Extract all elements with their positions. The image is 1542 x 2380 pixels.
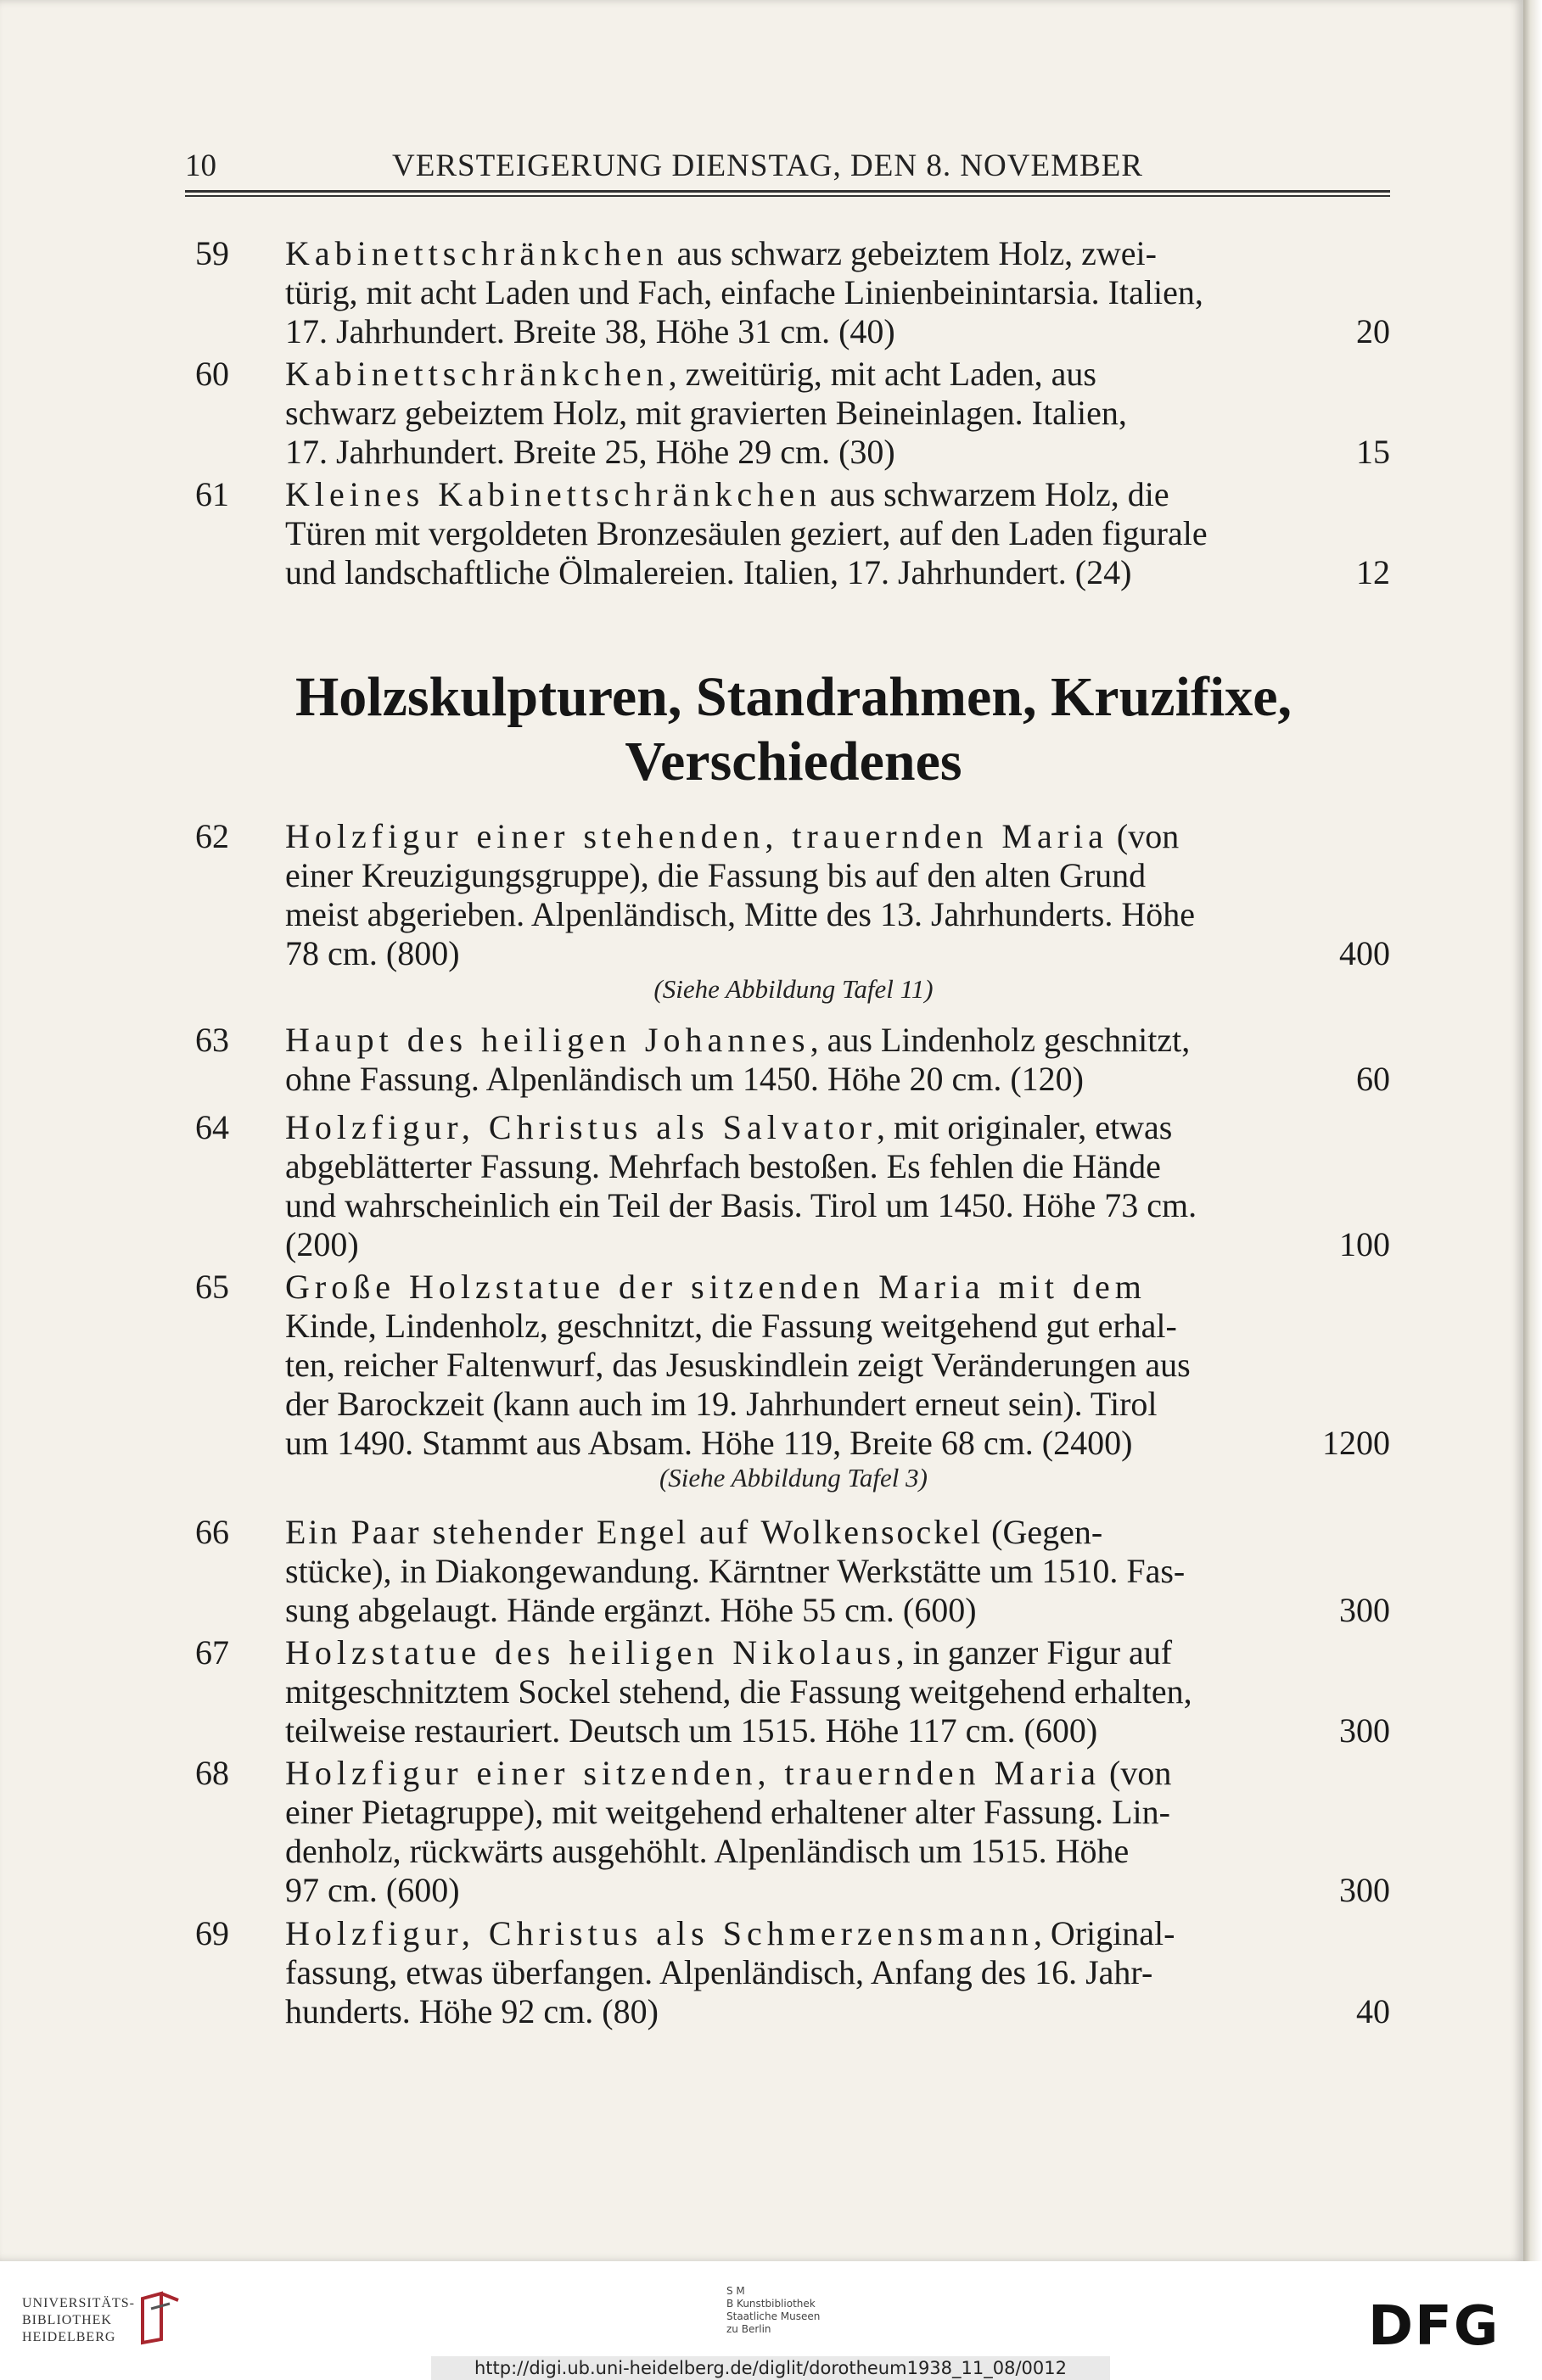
lot-text: [285, 475, 1390, 592]
library-mark-icon: [136, 2290, 183, 2346]
lot-line-text: teilweise restauriert. Deutsch um 1515. Höhe 117 cm. (600): [285, 1711, 1098, 1750]
sm-line: zu Berlin: [726, 2323, 771, 2335]
lot-line: [285, 934, 1390, 973]
section-heading: [195, 665, 1392, 794]
figure-reference: (Siehe Abbildung Tafel 3): [659, 1463, 928, 1492]
lot-lead: Holzfigur, Christus als Salvator: [285, 1108, 877, 1146]
lot-line: [285, 433, 1390, 472]
lot-line-text: (von: [1101, 1754, 1172, 1792]
lot-lead: Holzstatue des heiligen Nikolaus: [285, 1633, 896, 1672]
lot-line: [285, 1225, 1390, 1264]
lot-line-text: 97 cm. (600): [285, 1871, 460, 1909]
lot-line: [285, 1914, 1390, 1953]
lot-price: 300: [1339, 1871, 1390, 1909]
lot-line-text: und landschaftliche Ölmalereien. Italien, 17. Jahrhundert. (24): [285, 553, 1132, 591]
lot-line-text: sung abgelaugt. Hände ergänzt. Höhe 55 cm. (600): [285, 1591, 977, 1629]
lot-line-text: um 1490. Stammt aus Absam. Höhe 119, Breite 68 cm. (2400): [285, 1424, 1133, 1462]
lot-line: [285, 475, 1390, 514]
lot-line: mitgeschnitztem Sockel stehend, die Fassung weitgehend erhalten,: [285, 1672, 1192, 1711]
lot-line: Türen mit vergoldeten Bronzesäulen geziert, auf den Laden figurale: [285, 514, 1208, 552]
lot-number: 66: [195, 1513, 229, 1551]
dfg-logo: DFG: [1368, 2295, 1500, 2358]
lot-number: 60: [195, 355, 229, 393]
lot-price: 60: [1356, 1060, 1390, 1098]
lot-lead: Holzfigur, Christus als Schmerzensmann: [285, 1914, 1034, 1952]
lot-line: fassung, etwas überfangen. Alpenländisch, Anfang des 16. Jahr-: [285, 1953, 1153, 1991]
page-number: 10: [185, 148, 216, 183]
lot-line: abgeblätterter Fassung. Mehrfach bestoßen. Es fehlen die Hände: [285, 1147, 1161, 1185]
header-rule-top: [185, 190, 1390, 193]
lot-line-text: , aus Lindenholz geschnitzt,: [810, 1021, 1191, 1059]
lot-line: [285, 312, 1390, 351]
sm-line: B Kunstbibliothek: [726, 2298, 816, 2310]
page-edge-shadow: [1523, 0, 1542, 2261]
lot-number: 62: [195, 817, 229, 855]
lot-line: der Barockzeit (kann auch im 19. Jahrhundert erneut sein). Tirol: [285, 1385, 1158, 1423]
lot-line: [285, 553, 1390, 592]
figure-reference: (Siehe Abbildung Tafel 11): [653, 974, 934, 1004]
lot-line-text: , mit originaler, etwas: [877, 1108, 1173, 1146]
lot-text: [285, 1513, 1390, 1630]
lot-line-text: hunderts. Höhe 92 cm. (80): [285, 1992, 659, 2030]
lot-line: ten, reicher Faltenwurf, das Jesuskindlein zeigt Veränderungen aus: [285, 1346, 1191, 1384]
lot-text: [285, 1108, 1390, 1264]
lot-line: [285, 355, 1390, 394]
lot-line: [285, 1871, 1390, 1910]
lot-number: 67: [195, 1633, 229, 1672]
library-name-line: UNIVERSITÄTS-: [22, 2296, 135, 2310]
lot-price: 15: [1356, 433, 1390, 471]
lot-number: 68: [195, 1754, 229, 1792]
lot-lead: Kleines Kabinettschränkchen: [285, 475, 821, 513]
page-header-title: VERSTEIGERUNG DIENSTAG, DEN 8. NOVEMBER: [392, 148, 1143, 183]
viewer-footer: [0, 2261, 1542, 2380]
lot-line: türig, mit acht Laden und Fach, einfache Linienbeinintarsia. Italien,: [285, 273, 1203, 311]
lot-text: [285, 1754, 1390, 1910]
permalink-url[interactable]: http://digi.ub.uni-heidelberg.de/diglit/dorotheum1938_11_08/0012: [431, 2356, 1110, 2380]
lot-number: 65: [195, 1268, 229, 1306]
lot-text: [285, 234, 1390, 351]
sm-line: S M: [726, 2285, 745, 2297]
lot-text: [285, 1021, 1390, 1099]
lot-line: [285, 1021, 1390, 1060]
lot-price: 12: [1356, 553, 1390, 591]
lot-line-text: , zweitürig, mit acht Laden, aus: [668, 355, 1096, 393]
running-head: [185, 143, 1390, 188]
lot-number: 59: [195, 234, 229, 272]
lot-text: [285, 817, 1390, 973]
section-heading-line: Verschiedenes: [625, 731, 962, 792]
lot-lead: Kabinettschränkchen: [285, 234, 669, 272]
lot-lead: Kabinettschränkchen: [285, 355, 669, 393]
lot-line: einer Kreuzigungsgruppe), die Fassung bis auf den alten Grund: [285, 856, 1147, 894]
lot-price: 100: [1339, 1225, 1390, 1263]
lot-line: schwarz gebeiztem Holz, mit gravierten Beineinlagen. Italien,: [285, 394, 1127, 432]
lot-number: 61: [195, 475, 229, 513]
library-name-line: HEIDELBERG: [22, 2330, 116, 2344]
lot-line: [285, 1591, 1390, 1630]
lot-line: [285, 234, 1390, 273]
university-library-logo: [22, 2295, 135, 2346]
lot-number: 64: [195, 1108, 229, 1146]
lot-line: [285, 817, 1390, 856]
lot-lead: Holzfigur einer stehenden, trauernden Maria: [285, 817, 1108, 855]
lot-price: 400: [1339, 934, 1390, 972]
lot-line: [285, 1633, 1390, 1672]
header-rule-bottom: [185, 195, 1390, 197]
lot-lead: Holzfigur einer sitzenden, trauernden Maria: [285, 1754, 1102, 1792]
sm-line: Staatliche Museen: [726, 2310, 821, 2322]
lot-number: 69: [195, 1914, 229, 1952]
lot-price: 300: [1339, 1711, 1390, 1750]
lot-price: 1200: [1322, 1424, 1390, 1462]
lot-line: und wahrscheinlich ein Teil der Basis. Tirol um 1450. Höhe 73 cm.: [285, 1186, 1197, 1224]
lot-price: 40: [1356, 1992, 1390, 2030]
lot-line-text: (von: [1107, 817, 1180, 855]
sm-kunstbibliothek-logo: [726, 2285, 820, 2336]
lot-line-text: 78 cm. (800): [285, 934, 460, 972]
lot-text: [285, 1268, 1390, 1463]
lot-line: [285, 1424, 1390, 1463]
lot-line: [285, 1060, 1390, 1099]
lot-line: denholz, rückwärts ausgehöhlt. Alpenländisch um 1515. Höhe: [285, 1832, 1130, 1870]
lot-line: [285, 1513, 1390, 1552]
lot-line-text: aus schwarzem Holz, die: [821, 475, 1169, 513]
library-name-line: BIBLIOTHEK: [22, 2313, 112, 2327]
lot-line-text: aus schwarz gebeiztem Holz, zwei-: [668, 234, 1157, 272]
lot-line: Kinde, Lindenholz, geschnitzt, die Fassung weitgehend gut erhal-: [285, 1307, 1177, 1345]
lot-line-text: 17. Jahrhundert. Breite 25, Höhe 29 cm. (30): [285, 433, 895, 471]
lot-line-text: , Original-: [1033, 1914, 1175, 1952]
lot-line: stücke), in Diakongewandung. Kärntner Werkstätte um 1510. Fas-: [285, 1552, 1186, 1590]
lot-line-text: ohne Fassung. Alpenländisch um 1450. Höhe 20 cm. (120): [285, 1060, 1084, 1098]
lot-lead: Haupt des heiligen Johannes: [285, 1021, 810, 1059]
lot-text: [285, 355, 1390, 472]
lot-line: [285, 1754, 1390, 1793]
section-heading-line: Holzskulpturen, Standrahmen, Kruzifixe,: [294, 666, 1292, 728]
lot-line-text: , in ganzer Figur auf: [895, 1633, 1173, 1672]
lot-text: [285, 1633, 1390, 1750]
lot-lead: Große Holzstatue der sitzenden Maria mit dem: [285, 1268, 1147, 1306]
lot-line: [285, 1268, 1390, 1307]
lot-line: meist abgerieben. Alpenländisch, Mitte des 13. Jahrhunderts. Höhe: [285, 895, 1195, 933]
lot-text: [285, 1914, 1390, 2031]
lot-number: 63: [195, 1021, 229, 1059]
lot-line: [285, 1108, 1390, 1147]
lot-line-text: (Gegen-: [983, 1513, 1103, 1551]
lot-price: 20: [1356, 312, 1390, 350]
lot-price: 300: [1339, 1591, 1390, 1629]
lot-lead: Ein Paar stehender Engel auf Wolkensockel: [285, 1513, 984, 1551]
lot-line: [285, 1711, 1390, 1750]
lot-line: [285, 1992, 1390, 2031]
lot-line-text: (200): [285, 1225, 359, 1263]
lot-line: einer Pietagruppe), mit weitgehend erhaltener alter Fassung. Lin-: [285, 1793, 1170, 1831]
lot-line-text: 17. Jahrhundert. Breite 38, Höhe 31 cm. (40): [285, 312, 895, 350]
